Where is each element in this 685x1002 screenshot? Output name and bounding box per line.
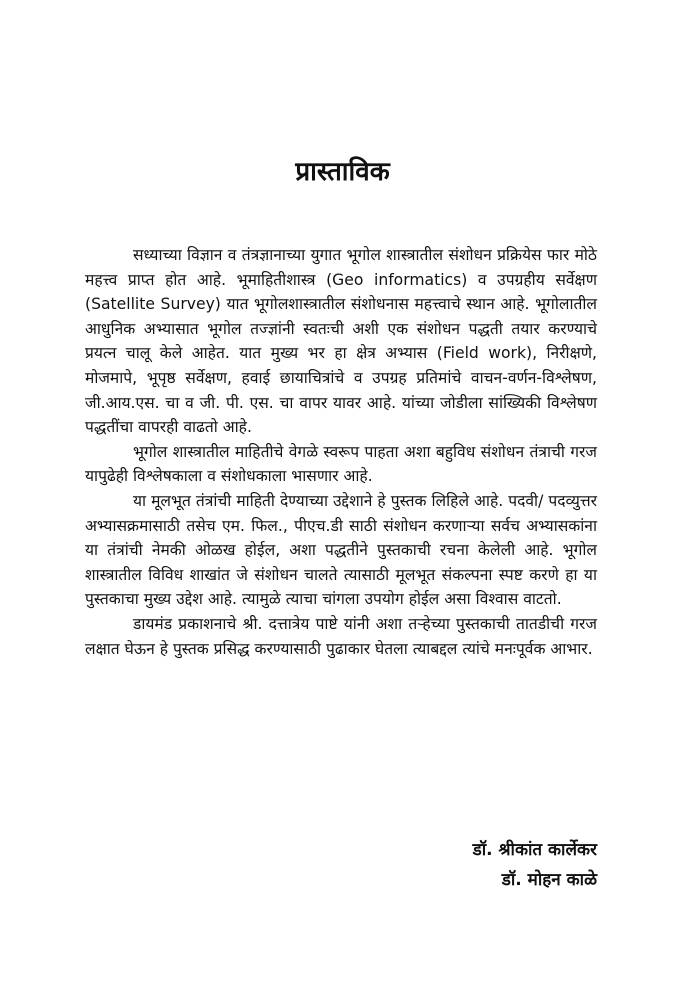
paragraph: सध्याच्या विज्ञान व तंत्रज्ञानाच्या युगात भूगोल शास्त्रातील संशोधन प्रक्रियेस फार मोठे महत्त्व प्राप्त होत आहे. भूमाहितीशास्त्र (Geo informatics) व उपग्रहीय सर्वेक्षण (Satellite Survey) यात भूगोलशास्त्रातील संशोधनास महत्त्वाचे स्थान आहे. भूगोलातील आधुनिक अभ्यासात भूगोल तज्ज्ञांनी स्वतःची अशी एक संशोधन पद्धती तयार करण्याचे प्रयत्न चालू केले आहेत. यात मुख्य भर हा क्षेत्र अभ्यास (Field work), निरीक्षणे, मोजमापे, भूपृष्ठ सर्वेक्षण, हवाई छायाचित्रांचे व उपग्रह प्रतिमांचे वाचन-वर्णन-विश्लेषण, जी.आय.एस. चा व जी. पी. एस. चा वापर यावर आहे. यांच्या जोडीला सांख्यिकी विश्लेषण पद्धतींचा वापरही वाढतो आहे. xyxy=(85,246,597,437)
paragraph: भूगोल शास्त्रातील माहितीचे वेगळे स्वरूप पाहता अशा बहुविध संशोधन तंत्राची गरज यापुढेही विश्लेषकाला व संशोधकाला भासणार आहे. xyxy=(85,442,597,486)
paragraph: या मूलभूत तंत्रांची माहिती देण्याच्या उद्देशाने हे पुस्तक लिहिले आहे. पदवी/ पदव्युत्तर अभ्यासक्रमासाठी तसेच एम. फिल., पीएच.डी साठी संशोधन करणाऱ्या सर्वच अभ्यासकांना या तंत्रांची नेमकी ओळख होईल, अशा पद्धतीने पुस्तकाची रचना केलेली आहे. भूगोल शास्त्रातील विविध शाखांत जे संशोधन चालते त्यासाठी मूलभूत संकल्पना स्पष्ट करणे हा या पुस्तकाचा मुख्य उद्देश आहे. त्यामुळे त्याचा चांगला उपयोग होईल असा विश्वास वाटतो. xyxy=(85,491,597,609)
preface-body xyxy=(85,243,597,661)
author-name: डॉ. मोहन काळे xyxy=(501,870,597,890)
author-signatures xyxy=(473,835,597,895)
page-title: प्रास्ताविक xyxy=(295,157,390,187)
author-name: डॉ. श्रीकांत कार्लेकर xyxy=(472,840,597,860)
paragraph: डायमंड प्रकाशनाचे श्री. दत्तात्रेय पाष्टे यांनी अशा तऱ्हेच्या पुस्तकाची तातडीची गरज लक्षात घेऊन हे पुस्तक प्रसिद्ध करण्यासाठी पुढाकार घेतला त्याबद्दल त्यांचे मनःपूर्वक आभार. xyxy=(85,614,597,658)
